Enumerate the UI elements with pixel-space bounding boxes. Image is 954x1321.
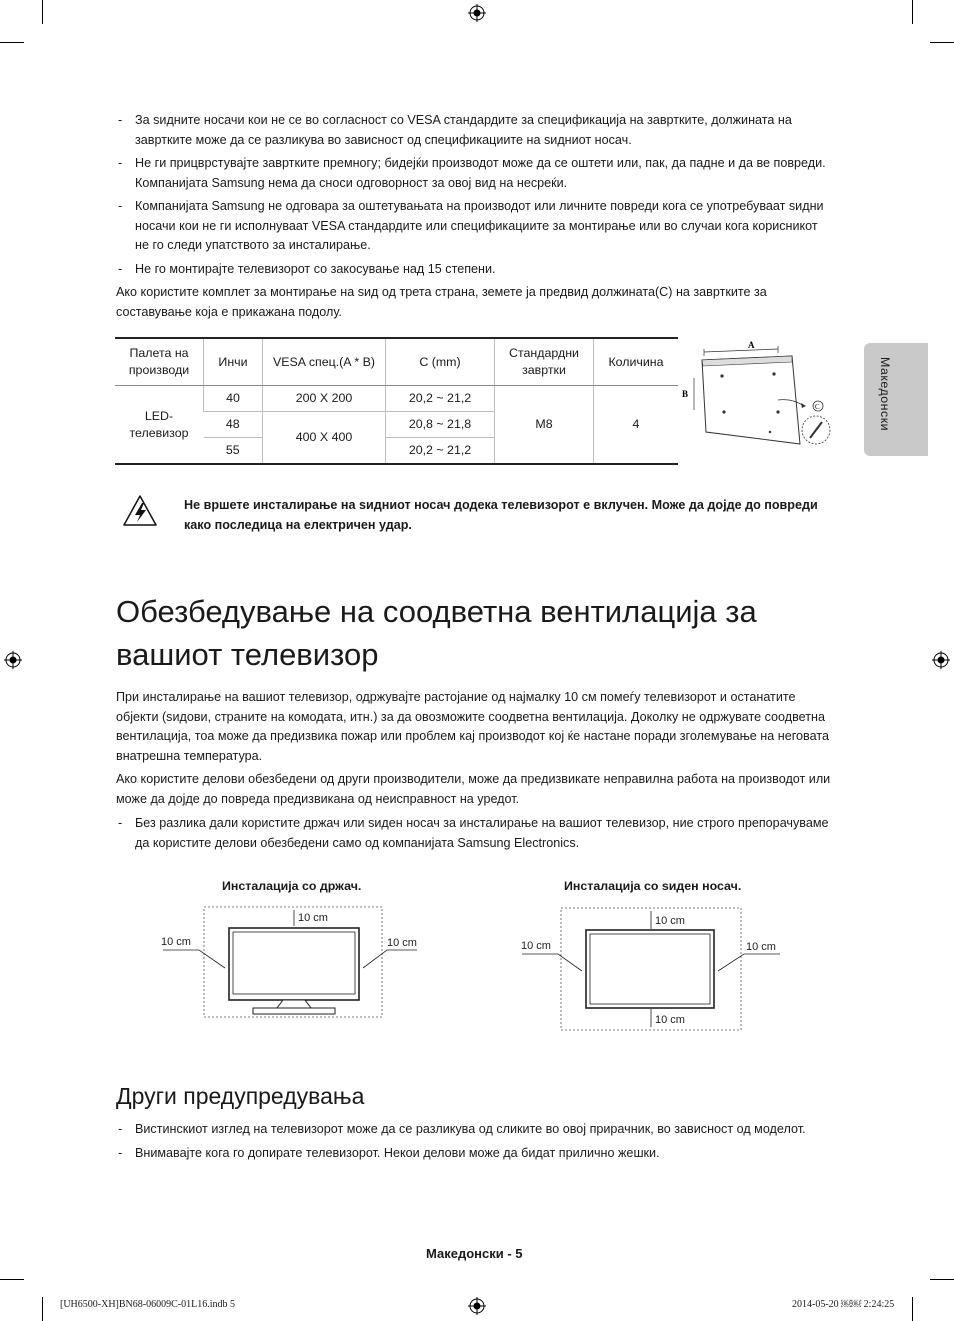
crop-mark: [912, 0, 913, 24]
crop-mark: [42, 1297, 43, 1321]
dimension-b-label: B: [682, 389, 689, 399]
language-side-tab: [864, 343, 928, 456]
intro-paragraph: Ако користите комплет за монтирање на ѕид од трета страна, земете ја предвид должината(C) на завртките за составување која е прикажана подолу.: [116, 285, 767, 319]
crop-mark: [0, 1279, 24, 1280]
inch-cell: 40: [204, 386, 263, 412]
stand-diagram-title: Инсталација со држач.: [222, 879, 362, 893]
ventilation-paragraph: При инсталирање на вашиот телевизор, одржувајте растојание од најмалку 10 см помеѓу телевизорот и останатите објекти (ѕидови, страните на комодата, итн.) за да овозможите соодветна вентилација. Доколку не одржувате соодветна вентилација, тоа може да предизвика пожар или проблем кај производот кој ќе настане поради зголемување на неговата внатрешна температура.: [116, 690, 829, 763]
table-header-cell: VESA спец.(A * B): [263, 338, 386, 386]
inch-cell: 55: [204, 438, 263, 465]
product-cell: LED-телевизор: [115, 386, 204, 465]
gap-left-label: 10 cm: [521, 940, 551, 952]
imprint-file: [UH6500-XH]BN68-06009C-01L16.indb 5: [60, 1299, 235, 1310]
table-row: [115, 386, 678, 412]
gap-right-label: 10 cm: [746, 941, 776, 953]
vesa-cell: 400 X 400: [263, 412, 386, 465]
registration-mark-icon: [468, 4, 486, 22]
list-item: - За ѕидните носачи кои не се во согласност со VESA стандардите за спецификација на завртките, должината на завртките може да се разликува во зависност од спецификациите на ѕидниот носач.: [116, 111, 832, 150]
crop-mark: [42, 0, 43, 24]
gap-right-label: 10 cm: [387, 937, 417, 949]
table-header-row: [115, 338, 678, 386]
gap-top-label: 10 cm: [655, 915, 685, 927]
warning-text: Не вршете инсталирање на ѕидниот носач додека телевизорот е вклучен. Може да дојде до повреди како последица на електричен удар.: [184, 498, 818, 532]
gap-top-label: 10 cm: [298, 912, 328, 924]
registration-mark-icon: [468, 1297, 486, 1315]
vesa-cell: 200 X 200: [263, 386, 386, 412]
crop-mark: [912, 1297, 913, 1321]
bullet-list-top: [116, 111, 832, 283]
c-cell: 20,8 ~ 21,8: [386, 412, 495, 438]
page-title: Обезбедување на соодветна вентилација за вашиот телевизор: [116, 594, 757, 672]
gap-left-label: 10 cm: [161, 936, 191, 948]
registration-mark-icon: [932, 651, 950, 669]
list-item: - Не го монтирајте телевизорот со закосување над 15 степени.: [116, 260, 832, 280]
dimension-a-label: A: [748, 340, 755, 350]
bullet-list-other: [116, 1120, 832, 1167]
side-tab-label: Македонски: [878, 357, 892, 432]
table-header-cell: Стандардни завртки: [495, 338, 594, 386]
list-item: - Компанијата Samsung не одговара за оштетувањата на производот или личните повреди кога се употребуваат ѕидни носачи кои не ги исполнуваат VESA стандардите или спецификациите за монтирање или во случаи кога корисникот не го следи упатството за инсталирање.: [116, 197, 832, 256]
crop-mark: [930, 42, 954, 43]
inch-cell: 48: [204, 412, 263, 438]
wall-mount-figure: [680, 340, 840, 460]
table-header-cell: Инчи: [204, 338, 263, 386]
list-item: - Без разлика дали користите држач или ѕиден носач за инсталирање на вашиот телевизор, ние строго препорачуваме да користите делови обезбедени само од компанијата Samsung Electronics.: [116, 814, 832, 853]
electric-shock-warning-icon: [122, 494, 158, 528]
c-cell: 20,2 ~ 21,2: [386, 438, 495, 465]
table-header-cell: Количина: [594, 338, 679, 386]
table-header-cell: Палета на производи: [115, 338, 204, 386]
stand-clearance-diagram: [155, 900, 425, 1025]
bullet-list-ventilation: [116, 814, 832, 857]
ventilation-paragraph-2: Ако користите делови обезбедени од други производители, може да предизвикате неправилна работа на производот или може да дојде до повреда предизвикана од неисправност на уредот.: [116, 772, 831, 806]
screw-cell: M8: [495, 386, 594, 465]
crop-mark: [930, 1279, 954, 1280]
dimension-c-label: C: [815, 403, 820, 411]
imprint-date: 2014-05-20 ￼￼ 2:24:25: [792, 1299, 895, 1310]
vesa-spec-table: [115, 337, 678, 465]
registration-mark-icon: [4, 651, 22, 669]
list-item: - Внимавајте кога го допирате телевизорот. Некои делови може да бидат прилично жешки.: [116, 1144, 832, 1164]
list-item: - Вистинскиот изглед на телевизорот може да се разликува од сликите во овој прирачник, во зависност од моделот.: [116, 1120, 832, 1140]
page-number: Македонски - 5: [426, 1246, 523, 1261]
list-item: - Не ги прицврстувајте завртките премногу; бидејќи производот може да се оштети или, пак, да падне и да ве повреди. Компанијата Samsung нема да сноси одговорност за овој вид на несреќи.: [116, 154, 832, 193]
table-header-cell: C (mm): [386, 338, 495, 386]
section-heading: Други предупредувања: [116, 1083, 365, 1109]
qty-cell: 4: [594, 386, 679, 465]
wall-clearance-diagram: [516, 903, 786, 1033]
wall-diagram-title: Инсталација со ѕиден носач.: [564, 879, 742, 893]
c-cell: 20,2 ~ 21,2: [386, 386, 495, 412]
crop-mark: [0, 42, 24, 43]
gap-bottom-label: 10 cm: [655, 1014, 685, 1026]
